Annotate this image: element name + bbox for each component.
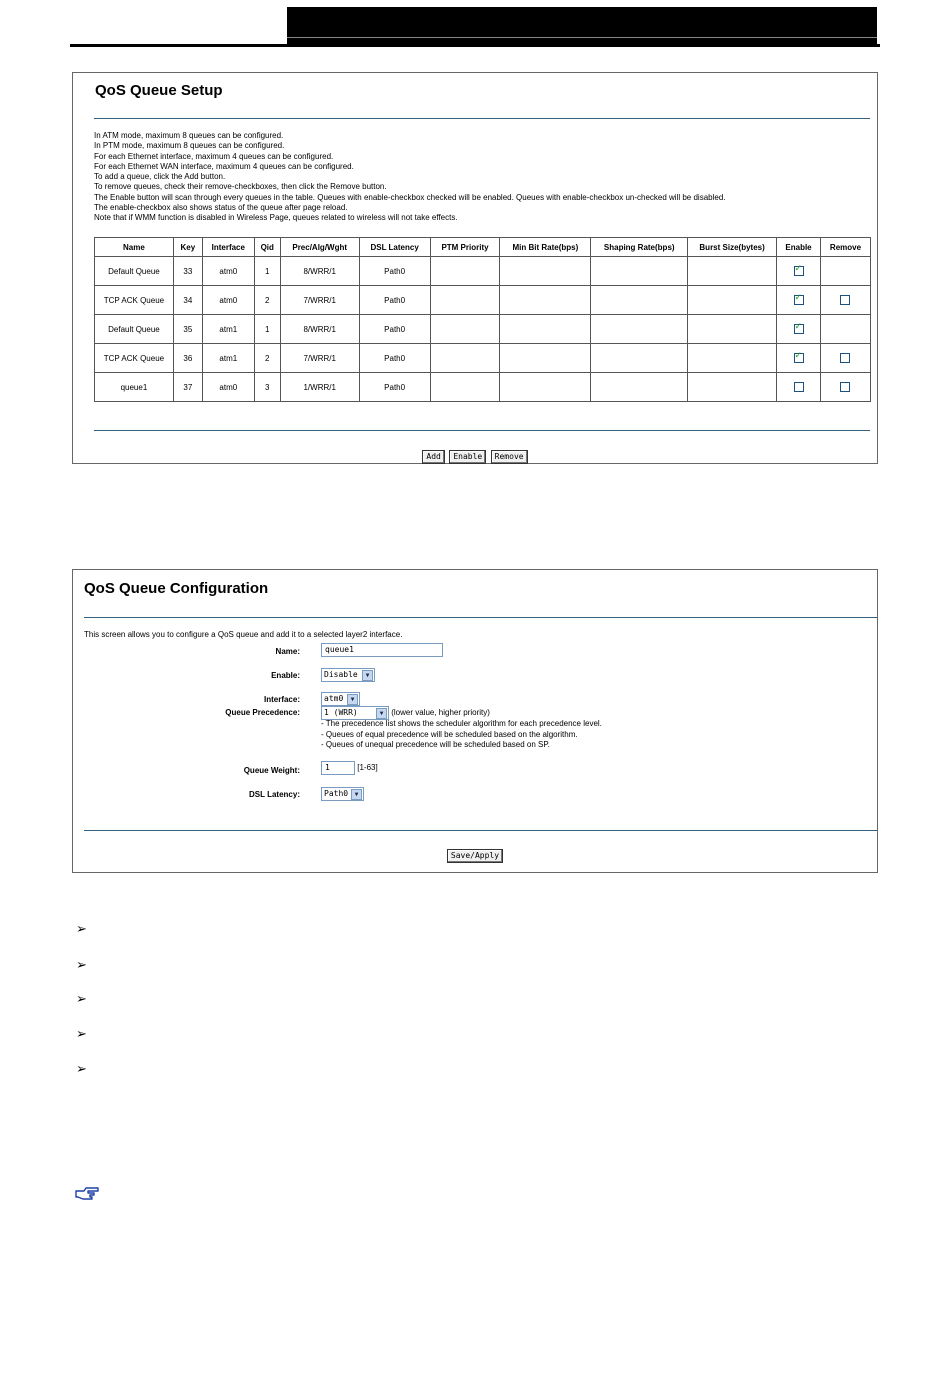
enable-checkbox[interactable] <box>794 382 804 392</box>
queue-prec: 1/WRR/1 <box>280 373 359 402</box>
chevron-down-icon: ▼ <box>362 670 373 681</box>
name-label: Name: <box>275 647 300 656</box>
queue-key: 33 <box>173 257 202 286</box>
interface-select-value: atm0 <box>324 694 344 703</box>
queue-qid: 3 <box>254 373 280 402</box>
remove-cell <box>820 286 870 315</box>
page-title: QoS Queue Setup <box>95 82 223 99</box>
table-row <box>95 286 871 315</box>
note-line: In PTM mode, maximum 8 queues can be configured. <box>94 141 285 151</box>
column-header: Shaping Rate(bps) <box>591 238 688 257</box>
queue-name: Default Queue <box>95 315 174 344</box>
enable-checkbox[interactable] <box>794 353 804 363</box>
queue-name: TCP ACK Queue <box>95 344 174 373</box>
queue-name: TCP ACK Queue <box>95 286 174 315</box>
chevron-down-icon: ▼ <box>347 694 358 705</box>
queue-latency: Path0 <box>359 286 430 315</box>
burst-size-cell <box>688 286 777 315</box>
remove-button[interactable]: Remove <box>491 450 528 464</box>
chevron-down-icon: ▼ <box>376 708 387 719</box>
queue-prec: 8/WRR/1 <box>280 257 359 286</box>
burst-size-cell <box>688 257 777 286</box>
remove-cell <box>820 257 870 286</box>
min-bit-rate-cell <box>500 286 591 315</box>
note-line: For each Ethernet WAN interface, maximum 4 queues can be configured. <box>94 161 354 171</box>
column-header: Enable <box>777 238 821 257</box>
header-bar <box>287 7 877 44</box>
precedence-note: - The precedence list shows the scheduler algorithm for each precedence level. <box>321 719 602 728</box>
column-header: Min Bit Rate(bps) <box>500 238 591 257</box>
table-row <box>95 257 871 286</box>
precedence-select-value: 1 (WRR) <box>324 708 358 717</box>
header-rule <box>70 44 880 47</box>
enable-cell <box>777 257 821 286</box>
instructions <box>94 131 854 224</box>
chevron-down-icon: ▼ <box>351 789 362 800</box>
shaping-rate-cell <box>591 286 688 315</box>
pointing-hand-icon <box>74 1185 102 1203</box>
bullet-icon: ➢ <box>76 921 87 936</box>
interface-label: Interface: <box>263 695 300 704</box>
weight-label: Queue Weight: <box>243 766 300 775</box>
queue-qid: 2 <box>254 344 280 373</box>
shaping-rate-cell <box>591 344 688 373</box>
title-divider <box>84 617 877 618</box>
precedence-label: Queue Precedence: <box>225 708 300 717</box>
enable-checkbox[interactable] <box>794 324 804 334</box>
queue-key: 34 <box>173 286 202 315</box>
queue-latency: Path0 <box>359 344 430 373</box>
add-button[interactable]: Add <box>422 450 444 464</box>
queue-prec: 8/WRR/1 <box>280 315 359 344</box>
queue-key: 36 <box>173 344 202 373</box>
table-row <box>95 315 871 344</box>
burst-size-cell <box>688 344 777 373</box>
enable-select[interactable] <box>321 668 375 682</box>
queue-prec: 7/WRR/1 <box>280 286 359 315</box>
queue-interface: atm0 <box>202 286 254 315</box>
table-row <box>95 344 871 373</box>
enable-checkbox[interactable] <box>794 295 804 305</box>
note-line: The enable-checkbox also shows status of the queue after page reload. <box>94 203 348 213</box>
queue-latency: Path0 <box>359 315 430 344</box>
shaping-rate-cell <box>591 257 688 286</box>
note-line: For each Ethernet interface, maximum 4 queues can be configured. <box>94 151 334 161</box>
queue-name: queue1 <box>95 373 174 402</box>
latency-select-value: Path0 <box>324 789 349 798</box>
queue-interface: atm0 <box>202 257 254 286</box>
latency-label: DSL Latency: <box>249 790 300 799</box>
column-header: PTM Priority <box>430 238 500 257</box>
bullet-icon: ➢ <box>76 1061 87 1076</box>
shaping-rate-cell <box>591 315 688 344</box>
enable-cell <box>777 344 821 373</box>
enable-label: Enable: <box>271 671 300 680</box>
interface-select[interactable] <box>321 692 360 706</box>
queue-table <box>94 237 871 402</box>
enable-select-value: Disable <box>324 670 358 679</box>
page-title: QoS Queue Configuration <box>84 580 269 597</box>
min-bit-rate-cell <box>500 315 591 344</box>
ptm-priority-cell <box>430 257 500 286</box>
remove-checkbox[interactable] <box>840 353 850 363</box>
precedence-hint: (lower value, higher priority) <box>391 708 490 718</box>
name-input[interactable]: queue1 <box>321 643 443 657</box>
queue-qid: 1 <box>254 315 280 344</box>
table-header-row <box>95 238 871 257</box>
shaping-rate-cell <box>591 373 688 402</box>
bullet-icon: ➢ <box>76 1026 87 1041</box>
queue-latency: Path0 <box>359 257 430 286</box>
min-bit-rate-cell <box>500 344 591 373</box>
queue-qid: 2 <box>254 286 280 315</box>
note-line: Note that if WMM function is disabled in Wireless Page, queues related to wireless will not take effects. <box>94 213 458 223</box>
qos-queue-configuration-panel <box>72 569 878 873</box>
table-row <box>95 373 871 402</box>
queue-interface: atm1 <box>202 344 254 373</box>
bullet-icon: ➢ <box>76 991 87 1006</box>
remove-cell <box>820 373 870 402</box>
enable-cell <box>777 286 821 315</box>
button-row <box>73 845 877 863</box>
footer-divider <box>94 430 870 431</box>
min-bit-rate-cell <box>500 373 591 402</box>
queue-name: Default Queue <box>95 257 174 286</box>
ptm-priority-cell <box>430 286 500 315</box>
remove-checkbox[interactable] <box>840 295 850 305</box>
weight-range: [1-63] <box>357 763 378 772</box>
min-bit-rate-cell <box>500 257 591 286</box>
column-header: Qid <box>254 238 280 257</box>
queue-interface: atm0 <box>202 373 254 402</box>
queue-latency: Path0 <box>359 373 430 402</box>
column-header: DSL Latency <box>359 238 430 257</box>
latency-select[interactable] <box>321 787 364 801</box>
queue-key: 35 <box>173 315 202 344</box>
column-header: Interface <box>202 238 254 257</box>
enable-button[interactable]: Enable <box>449 450 486 464</box>
note-line: To remove queues, check their remove-checkboxes, then click the Remove button. <box>94 182 387 192</box>
enable-cell <box>777 373 821 402</box>
ptm-priority-cell <box>430 315 500 344</box>
enable-checkbox[interactable] <box>794 266 804 276</box>
ptm-priority-cell <box>430 344 500 373</box>
column-header: Key <box>173 238 202 257</box>
queue-prec: 7/WRR/1 <box>280 344 359 373</box>
title-divider <box>94 118 870 119</box>
column-header: Burst Size(bytes) <box>688 238 777 257</box>
intro-text: This screen allows you to configure a QoS queue and add it to a selected layer2 interface. <box>84 630 403 639</box>
precedence-note: - Queues of unequal precedence will be scheduled based on SP. <box>321 740 550 749</box>
note-line: In ATM mode, maximum 8 queues can be configured. <box>94 131 284 140</box>
remove-checkbox[interactable] <box>840 382 850 392</box>
queue-qid: 1 <box>254 257 280 286</box>
save-apply-button[interactable]: Save/Apply <box>447 849 503 863</box>
burst-size-cell <box>688 315 777 344</box>
bullet-icon: ➢ <box>76 957 87 972</box>
qos-queue-setup-panel <box>72 72 878 464</box>
enable-cell <box>777 315 821 344</box>
column-header: Prec/Alg/Wght <box>280 238 359 257</box>
remove-cell <box>820 344 870 373</box>
burst-size-cell <box>688 373 777 402</box>
weight-input[interactable]: 1 <box>321 761 355 775</box>
column-header: Name <box>95 238 174 257</box>
note-line: The Enable button will scan through every queues in the table. Queues with enable-checkbox checked will be enabled. Queues with enable-checkbox un-checked will be disabled. <box>94 192 726 202</box>
footer-divider <box>84 830 877 831</box>
note-line: To add a queue, click the Add button. <box>94 172 226 182</box>
button-row <box>73 446 877 464</box>
queue-interface: atm1 <box>202 315 254 344</box>
queue-key: 37 <box>173 373 202 402</box>
remove-cell <box>820 315 870 344</box>
precedence-notes <box>321 719 602 751</box>
ptm-priority-cell <box>430 373 500 402</box>
column-header: Remove <box>820 238 870 257</box>
precedence-note: - Queues of equal precedence will be scheduled based on the algorithm. <box>321 729 578 739</box>
precedence-select[interactable] <box>321 706 389 720</box>
